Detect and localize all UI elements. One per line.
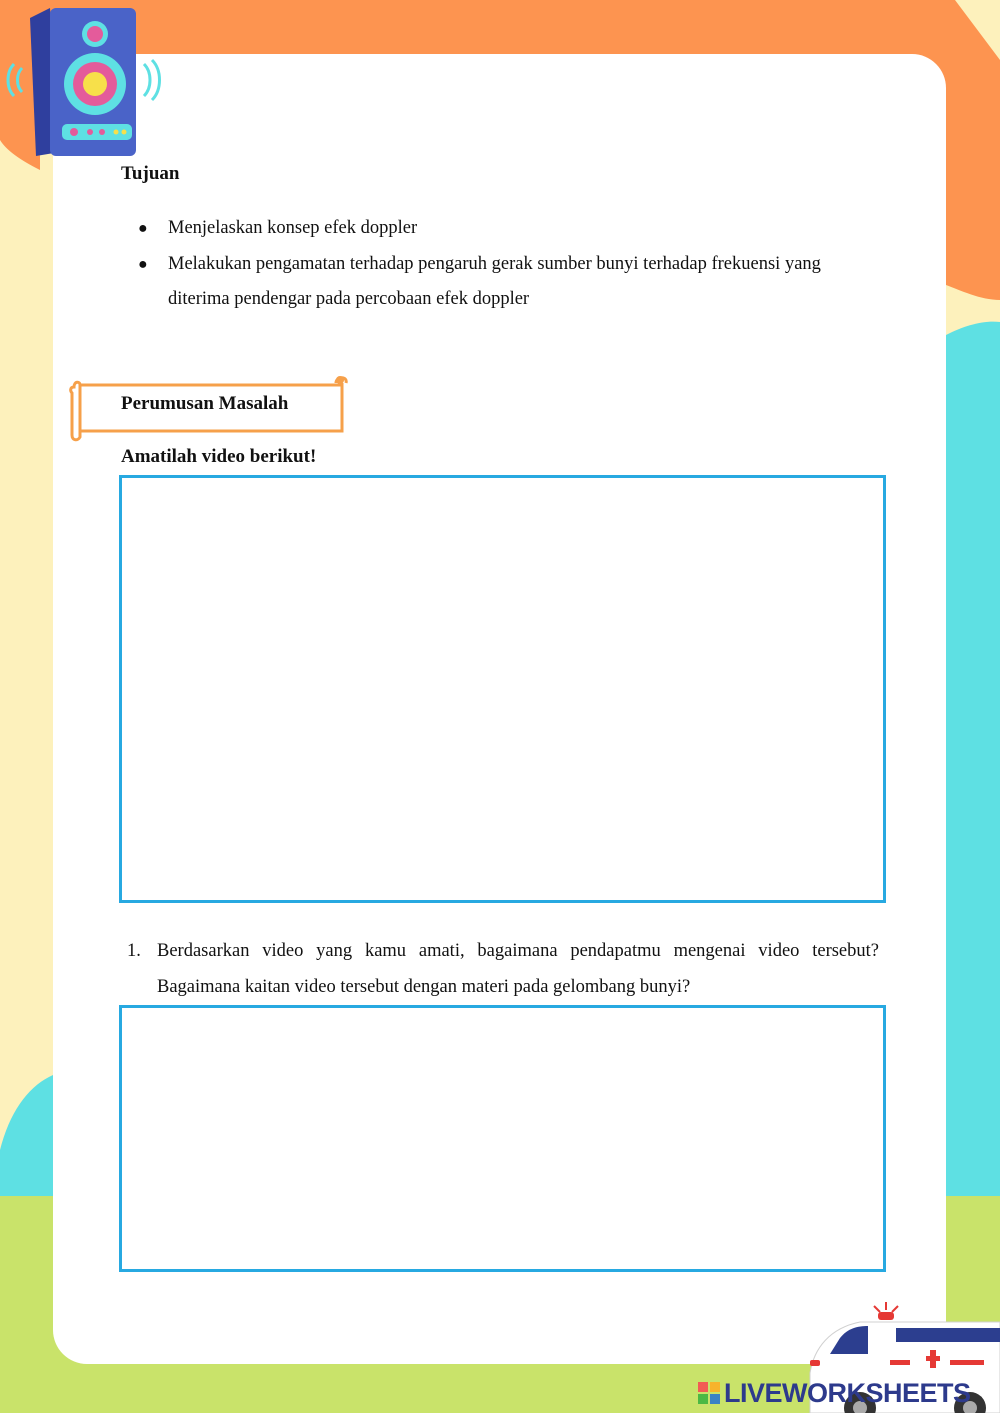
answer-box[interactable] [119,1005,886,1272]
bullet-icon: ● [138,256,148,273]
section-heading-tujuan: Tujuan [121,163,180,184]
cyan-left-shape [0,1075,53,1200]
liveworksheets-logo-icon [698,1382,720,1404]
goal-text: Menjelaskan konsep efek doppler [168,218,418,238]
video-frame[interactable] [119,475,886,903]
instruction-text: Amatilah video berikut! [121,446,317,467]
goal-text: Melakukan pengamatan terhadap pengaruh gerak sumber bunyi terhadap frekuensi yang diterima pendengar pada percobaan efek doppler [168,254,821,309]
question-number: 1. [127,941,141,961]
banner-title: Perumusan Masalah [121,393,289,414]
list-item [121,211,886,246]
speaker-icon [2,4,167,162]
watermark-text: LIVEWORKSHEETS [724,1378,971,1408]
question-text: Berdasarkan video yang kamu amati, bagaimana pendapatmu mengenai video tersebut? Bagaimana kaitan video tersebut dengan materi pada gelombang bunyi? [157,941,879,997]
cyan-right-shape [946,322,1000,1200]
question-item [121,933,879,1005]
goals-list [121,211,886,318]
bullet-icon: ● [138,220,148,237]
list-item [121,247,886,317]
